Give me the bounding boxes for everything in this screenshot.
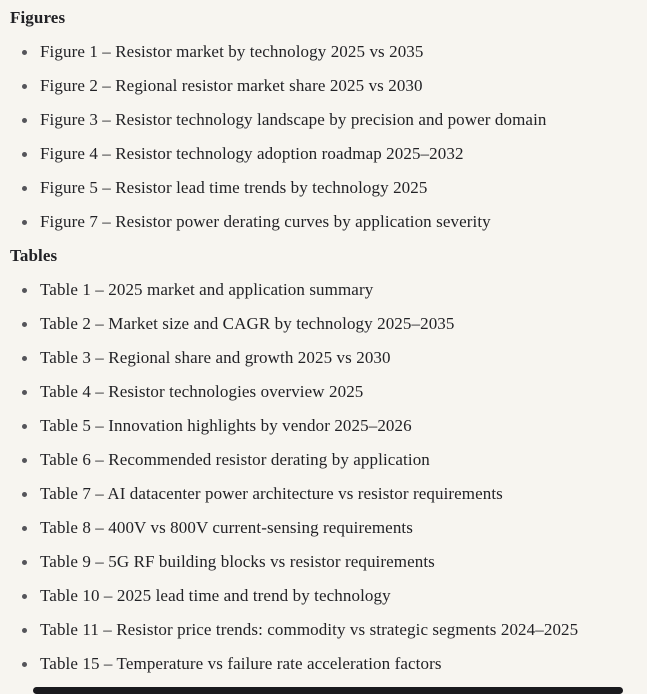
bullet-icon xyxy=(22,288,27,293)
table-entry: Table 1 – 2025 market and application summary xyxy=(40,280,374,299)
table-entry: Table 15 – Temperature vs failure rate acceleration factors xyxy=(40,654,442,673)
bullet-icon xyxy=(22,526,27,531)
horizontal-scrollbar-thumb[interactable] xyxy=(33,687,623,694)
figures-list xyxy=(10,35,639,239)
bullet-icon xyxy=(22,356,27,361)
tables-list xyxy=(10,273,639,681)
figure-entry: Figure 2 – Regional resistor market share 2025 vs 2030 xyxy=(40,76,423,95)
bullet-icon xyxy=(22,220,27,225)
bullet-icon xyxy=(22,662,27,667)
table-entry: Table 8 – 400V vs 800V current-sensing requirements xyxy=(40,518,413,537)
bullet-icon xyxy=(22,492,27,497)
bullet-icon xyxy=(22,118,27,123)
bullet-icon xyxy=(22,594,27,599)
table-entry: Table 11 – Resistor price trends: commodity vs strategic segments 2024–2025 xyxy=(40,620,579,639)
list-item xyxy=(10,477,639,511)
list-item xyxy=(10,273,639,307)
figure-entry: Figure 3 – Resistor technology landscape by precision and power domain xyxy=(40,110,547,129)
bullet-icon xyxy=(22,50,27,55)
bullet-icon xyxy=(22,424,27,429)
bullet-icon xyxy=(22,152,27,157)
bullet-icon xyxy=(22,322,27,327)
table-entry: Table 5 – Innovation highlights by vendor 2025–2026 xyxy=(40,416,412,435)
figure-entry: Figure 5 – Resistor lead time trends by technology 2025 xyxy=(40,178,428,197)
bullet-icon xyxy=(22,186,27,191)
list-item xyxy=(10,409,639,443)
list-item xyxy=(10,341,639,375)
figure-entry: Figure 1 – Resistor market by technology 2025 vs 2035 xyxy=(40,42,424,61)
table-entry: Table 4 – Resistor technologies overview 2025 xyxy=(40,382,364,401)
list-item xyxy=(10,545,639,579)
bullet-icon xyxy=(22,628,27,633)
table-entry: Table 7 – AI datacenter power architecture vs resistor requirements xyxy=(40,484,503,503)
bullet-icon xyxy=(22,84,27,89)
list-item xyxy=(10,613,639,647)
figure-entry: Figure 4 – Resistor technology adoption roadmap 2025–2032 xyxy=(40,144,464,163)
list-item xyxy=(10,205,639,239)
bullet-icon xyxy=(22,458,27,463)
bullet-icon xyxy=(22,390,27,395)
table-entry: Table 9 – 5G RF building blocks vs resistor requirements xyxy=(40,552,435,571)
table-entry: Table 10 – 2025 lead time and trend by technology xyxy=(40,586,391,605)
list-item xyxy=(10,579,639,613)
list-item xyxy=(10,511,639,545)
list-item xyxy=(10,69,639,103)
table-entry: Table 3 – Regional share and growth 2025 vs 2030 xyxy=(40,348,391,367)
list-item xyxy=(10,443,639,477)
bullet-icon xyxy=(22,560,27,565)
list-item xyxy=(10,103,639,137)
table-entry: Table 2 – Market size and CAGR by technology 2025–2035 xyxy=(40,314,455,333)
list-item xyxy=(10,307,639,341)
figures-heading: Figures xyxy=(10,8,66,27)
list-item xyxy=(10,35,639,69)
list-item xyxy=(10,137,639,171)
list-item xyxy=(10,375,639,409)
list-item xyxy=(10,171,639,205)
list-item xyxy=(10,647,639,681)
tables-heading: Tables xyxy=(10,246,58,265)
table-entry: Table 6 – Recommended resistor derating by application xyxy=(40,450,430,469)
figure-entry: Figure 7 – Resistor power derating curves by application severity xyxy=(40,212,491,231)
